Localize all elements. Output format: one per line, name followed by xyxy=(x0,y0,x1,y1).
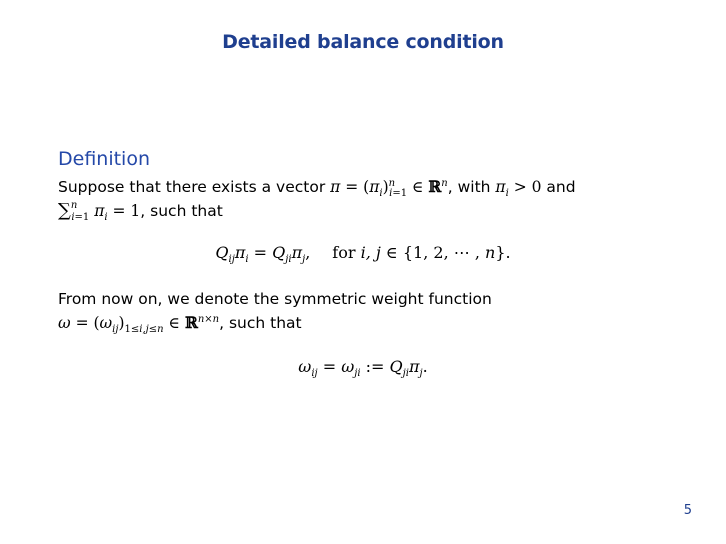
definition-line-2: ∑$^n_{i=1}$ $\pi_i = 1$, such that xyxy=(58,199,223,224)
remark-line-1: From now on, we denote the symmetric weight function xyxy=(58,290,492,308)
definition-line-1: Suppose that there exists a vector $\pi = (\pi_i)^n_{i=1}$ ∈ ℝ$^n$, with $\pi_i > 0$ and xyxy=(58,177,576,200)
sum-symbol: ∑ xyxy=(58,200,71,221)
detailed-balance-equation: $Q_{ij}\pi_i = Q_{ji}\pi_j$, for i, j ∈ {1, 2, ⋯ , n}. xyxy=(215,243,511,266)
definition-line-1-post: and xyxy=(541,178,576,196)
definition-line-1-pre: Suppose that there exists a vector xyxy=(58,178,331,196)
remark-line-2-post: , such that xyxy=(219,314,302,332)
definition-heading: Definition xyxy=(58,148,151,170)
frame-title: Detailed balance condition xyxy=(222,31,504,53)
definition-line-2-post: , such that xyxy=(140,202,223,220)
pi-vector-formula: π xyxy=(330,178,341,196)
definition-line-1-mid: , with xyxy=(447,178,496,196)
page-number: 5 xyxy=(683,503,692,518)
symmetric-weight-equation: $\omega_{ij} = \omega_{ji}$ := $Q_{ji}\pi_j$. xyxy=(298,357,428,380)
remark-line-2: $\omega = (\omega_{ij})_{1\le i,j\le n}$ ∈ ℝ$^{n\times n}$, such that xyxy=(58,313,302,336)
equation-for: for xyxy=(332,243,356,262)
